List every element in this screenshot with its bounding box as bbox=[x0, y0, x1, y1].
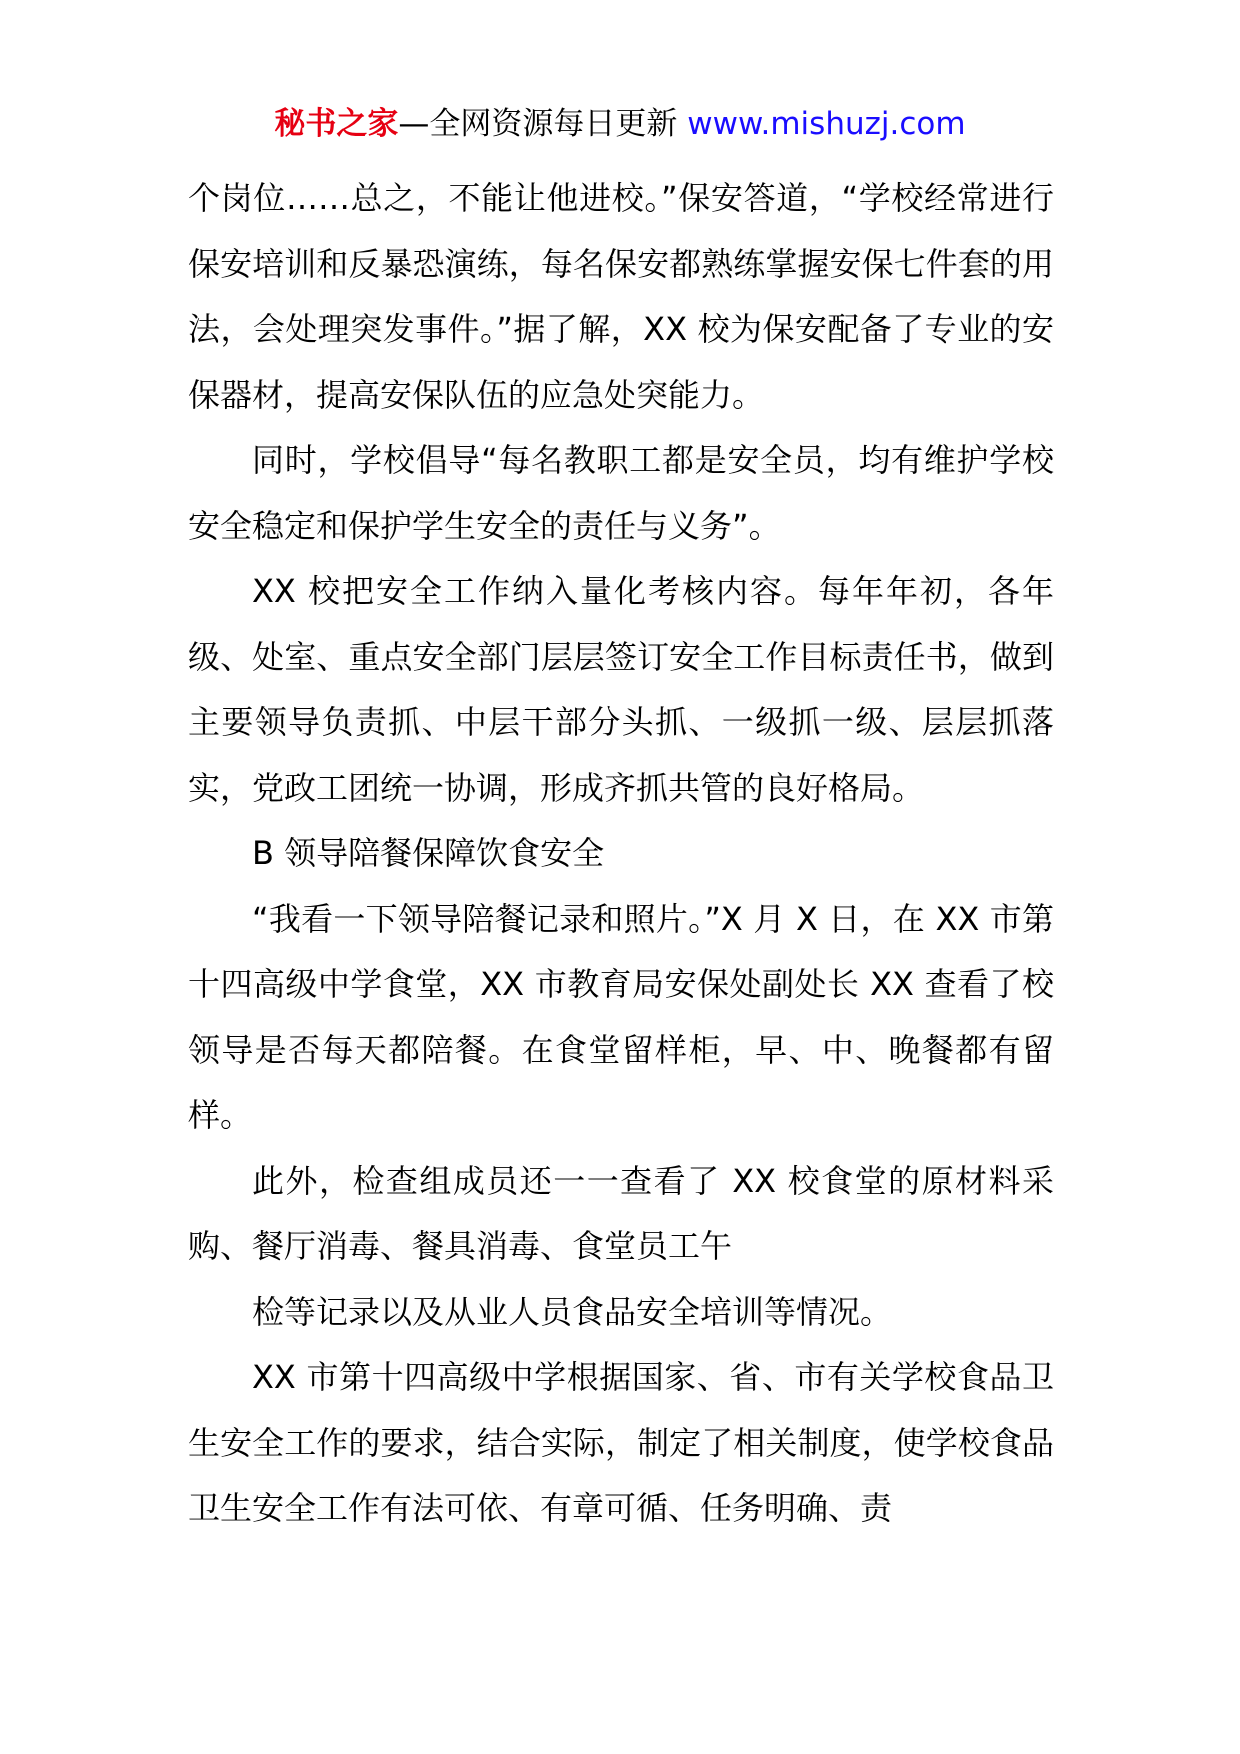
paragraph: 个岗位……总之，不能让他进校。”保安答道，“学校经常进行保安培训和反暴恐演练，每名保安都熟练掌握安保七件套的用法，会处理突发事件。”据了解，XX 校为保安配备了专业的安保器材，提高安保队伍的应急处突能力。 bbox=[188, 179, 1054, 414]
paragraph: 同时，学校倡导“每名教职工都是安全员，均有维护学校安全稳定和保护学生安全的责任与义务”。 bbox=[188, 441, 1054, 545]
site-url-link[interactable]: www.mishuzj.com bbox=[687, 106, 966, 142]
paragraph: XX 校把安全工作纳入量化考核内容。每年年初，各年级、处室、重点安全部门层层签订安全工作目标责任书，做到主要领导负责抓、中层干部分头抓、一级抓一级、层层抓落实，党政工团统一协调，形成齐抓共管的良好格局。 bbox=[188, 572, 1054, 807]
paragraph: 此外，检查组成员还一一查看了 XX 校食堂的原材料采购、餐厅消毒、餐具消毒、食堂员工午 bbox=[188, 1161, 1054, 1265]
paragraph: B 领导陪餐保障饮食安全 bbox=[252, 834, 605, 872]
site-header bbox=[0, 102, 1240, 146]
paragraph: “我看一下领导陪餐记录和照片。”X 月 X 日，在 XX 市第十四高级中学食堂，XX 市教育局安保处副处长 XX 查看了校领导是否每天都陪餐。在食堂留样柜，早、中、晚餐都有留样。 bbox=[188, 899, 1054, 1134]
document-body bbox=[188, 166, 1054, 1542]
brand-name: 秘书之家 bbox=[274, 106, 399, 142]
paragraph: 检等记录以及从业人员食品安全培训等情况。 bbox=[252, 1292, 893, 1331]
header-tagline: —全网资源每日更新 bbox=[398, 106, 678, 142]
paragraph: XX 市第十四高级中学根据国家、省、市有关学校食品卫生安全工作的要求，结合实际，制定了相关制度，使学校食品卫生安全工作有法可依、有章可循、任务明确、责 bbox=[188, 1358, 1054, 1527]
